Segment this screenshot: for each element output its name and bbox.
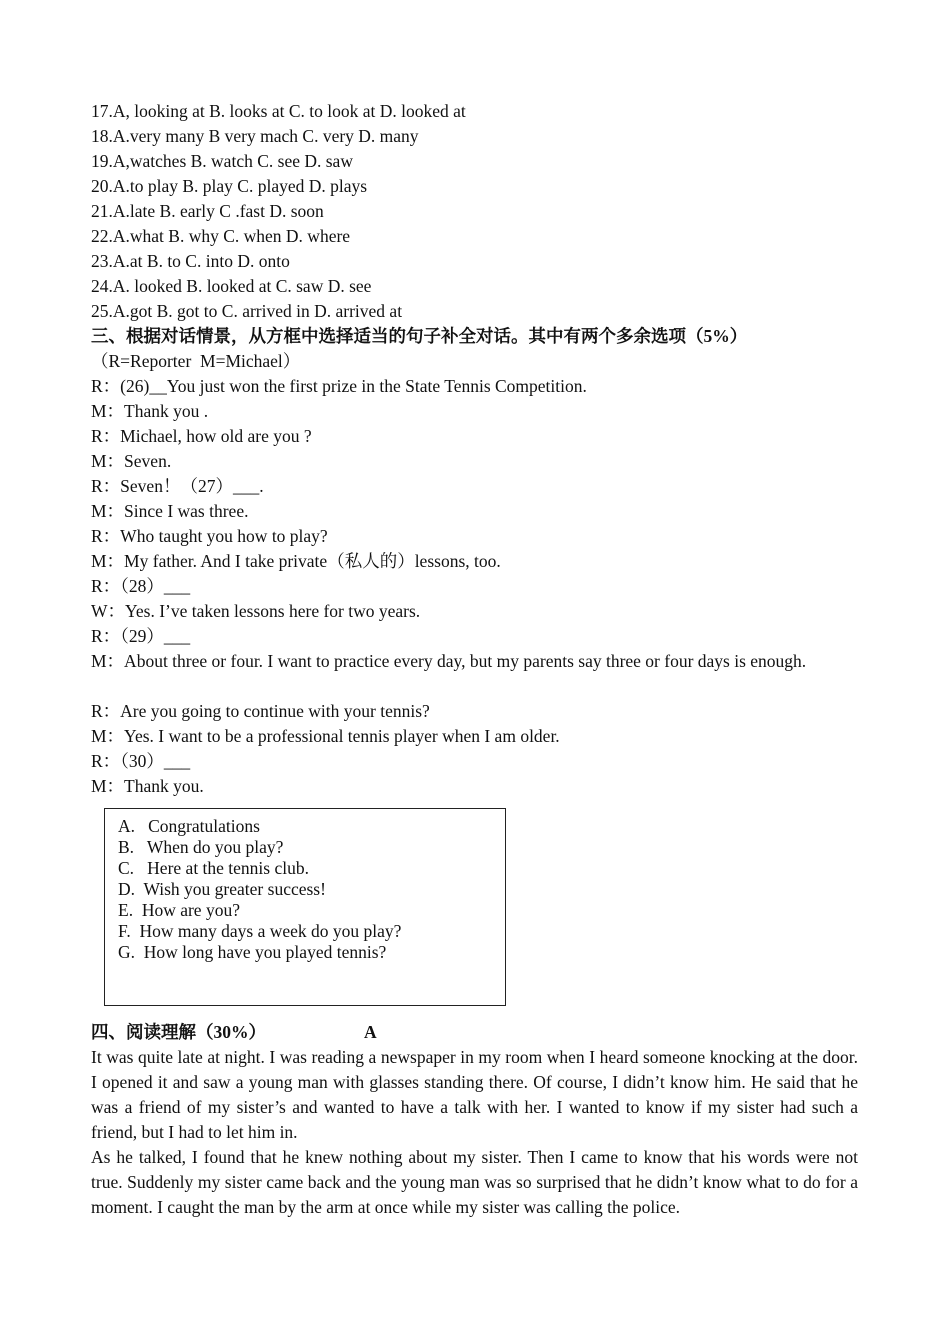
box-option-e: E. How are you? [118,900,240,920]
dialogue-line: R：(26)__You just won the first prize in the State Tennis Competition. [91,376,587,396]
dialogue-line: M：Thank you . [91,401,209,421]
dialogue-line: R：Michael, how old are you ? [91,426,312,446]
dialogue-line: R：（29）___ [91,626,191,646]
mc-question-21: 21.A.late B. early C .fast D. soon [91,201,324,221]
mc-question-17: 17.A, looking at B. looks at C. to look at D. looked at [91,101,466,121]
box-option-a: A. Congratulations [118,816,260,836]
dialogue-line: M：Since I was three. [91,501,249,521]
dialogue-line: M：Seven. [91,451,172,471]
section4-heading: 四、阅读理解（30%） [91,1022,266,1042]
reading-paragraph-1: It was quite late at night. I was reading a newspaper in my room when I heard someone knocking at the door. I opened it and saw a young man with glasses standing there. Of course, I didn’t know him. He said that he was a friend of my sister’s and wanted to have a talk with her. I wanted to know if my sister had such a friend, but I had to let him in. [91,1047,858,1142]
dialogue-legend: （R=Reporter M=Michael） [91,351,301,371]
box-option-b: B. When do you play? [118,837,284,857]
dialogue-line: M：My father. And I take private（私人的）lessons, too. [91,551,501,571]
mc-question-25: 25.A.got B. got to C. arrived in D. arrived at [91,301,403,321]
dialogue-line: M：Yes. I want to be a professional tennis player when I am older. [91,726,560,746]
mc-question-22: 22.A.what B. why C. when D. where [91,226,351,246]
dialogue-line: R：Seven！（27）___. [91,476,264,496]
section3-heading: 三、根据对话情景，从方框中选择适当的句子补全对话。其中有两个多余选项（5%） [91,326,748,346]
options-box [104,808,506,1006]
dialogue-line: W：Yes. I’ve taken lessons here for two years. [91,601,421,621]
box-option-c: C. Here at the tennis club. [118,858,309,878]
dialogue-line: R：（30）___ [91,751,191,771]
dialogue-line: R：Who taught you how to play? [91,526,328,546]
mc-question-23: 23.A.at B. to C. into D. onto [91,251,290,271]
mc-question-24: 24.A. looked B. looked at C. saw D. see [91,276,372,296]
box-option-f: F. How many days a week do you play? [118,921,402,941]
box-option-g: G. How long have you played tennis? [118,942,387,962]
dialogue-line: R：（28）___ [91,576,191,596]
dialogue-line: R：Are you going to continue with your tennis? [91,701,430,721]
mc-question-18: 18.A.very many B very mach C. very D. many [91,126,419,146]
mc-question-20: 20.A.to play B. play C. played D. plays [91,176,368,196]
box-option-d: D. Wish you greater success! [118,879,326,899]
dialogue-line: M：Thank you. [91,776,204,796]
passage-label: A [364,1022,377,1042]
reading-paragraph-2: As he talked, I found that he knew nothing about my sister. Then I came to know that his words were not true. Suddenly my sister came back and the young man was so surprised that he didn’t know what to do for a moment. I caught the man by the arm at once while my sister was calling the police. [91,1147,858,1217]
mc-question-19: 19.A,watches B. watch C. see D. saw [91,151,353,171]
dialogue-line-long: M：About three or four. I want to practice every day, but my parents say three or four days is enough. [91,651,807,671]
